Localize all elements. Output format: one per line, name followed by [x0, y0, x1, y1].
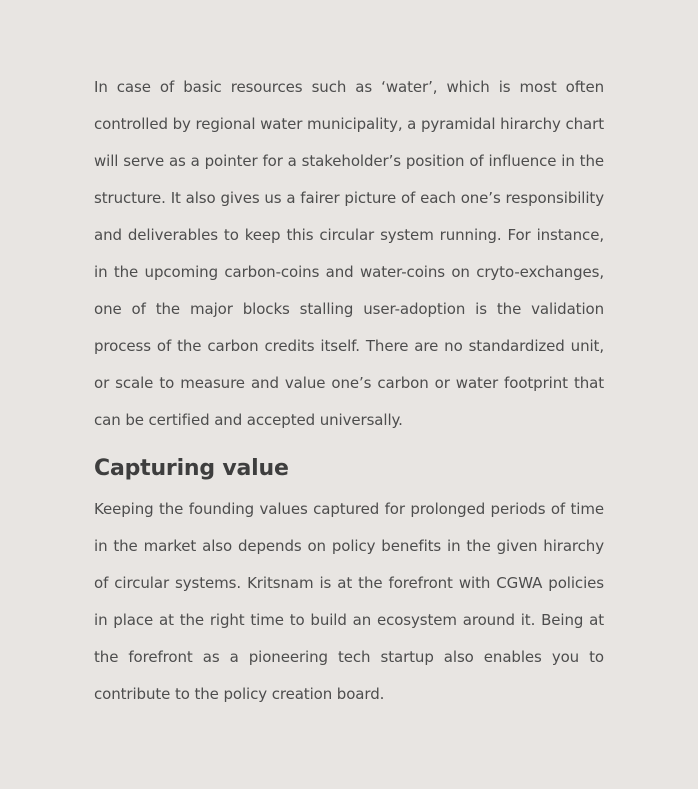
intro-paragraph: In case of basic resources such as ‘water’, which is most often controlled by regional water municipality, a pyramidal hirarchy chart will serve as a pointer for a stakeholder’s position of influence in the structure. It also gives us a fairer picture of each one’s responsibility and deliverables to keep this circular system running. For instance, in the upcoming carbon-coins and water-coins on cryto-exchanges, one of the major blocks stalling user-adoption is the validation process of the carbon credits itself. There are no standardized unit, or scale to measure and value one’s carbon or water footprint that can be certified and accepted universally. — [94, 78, 604, 429]
article-body — [94, 69, 604, 713]
section-heading: Capturing value — [94, 456, 289, 481]
section-paragraph: Keeping the founding values captured for prolonged periods of time in the market also depends on policy benefits in the given hirarchy of circular systems. Kritsnam is at the forefront with CGWA policies in place at the right time to build an ecosystem around it. Being at the forefront as a pioneering tech startup also enables you to contribute to the policy creation board. — [94, 500, 604, 703]
